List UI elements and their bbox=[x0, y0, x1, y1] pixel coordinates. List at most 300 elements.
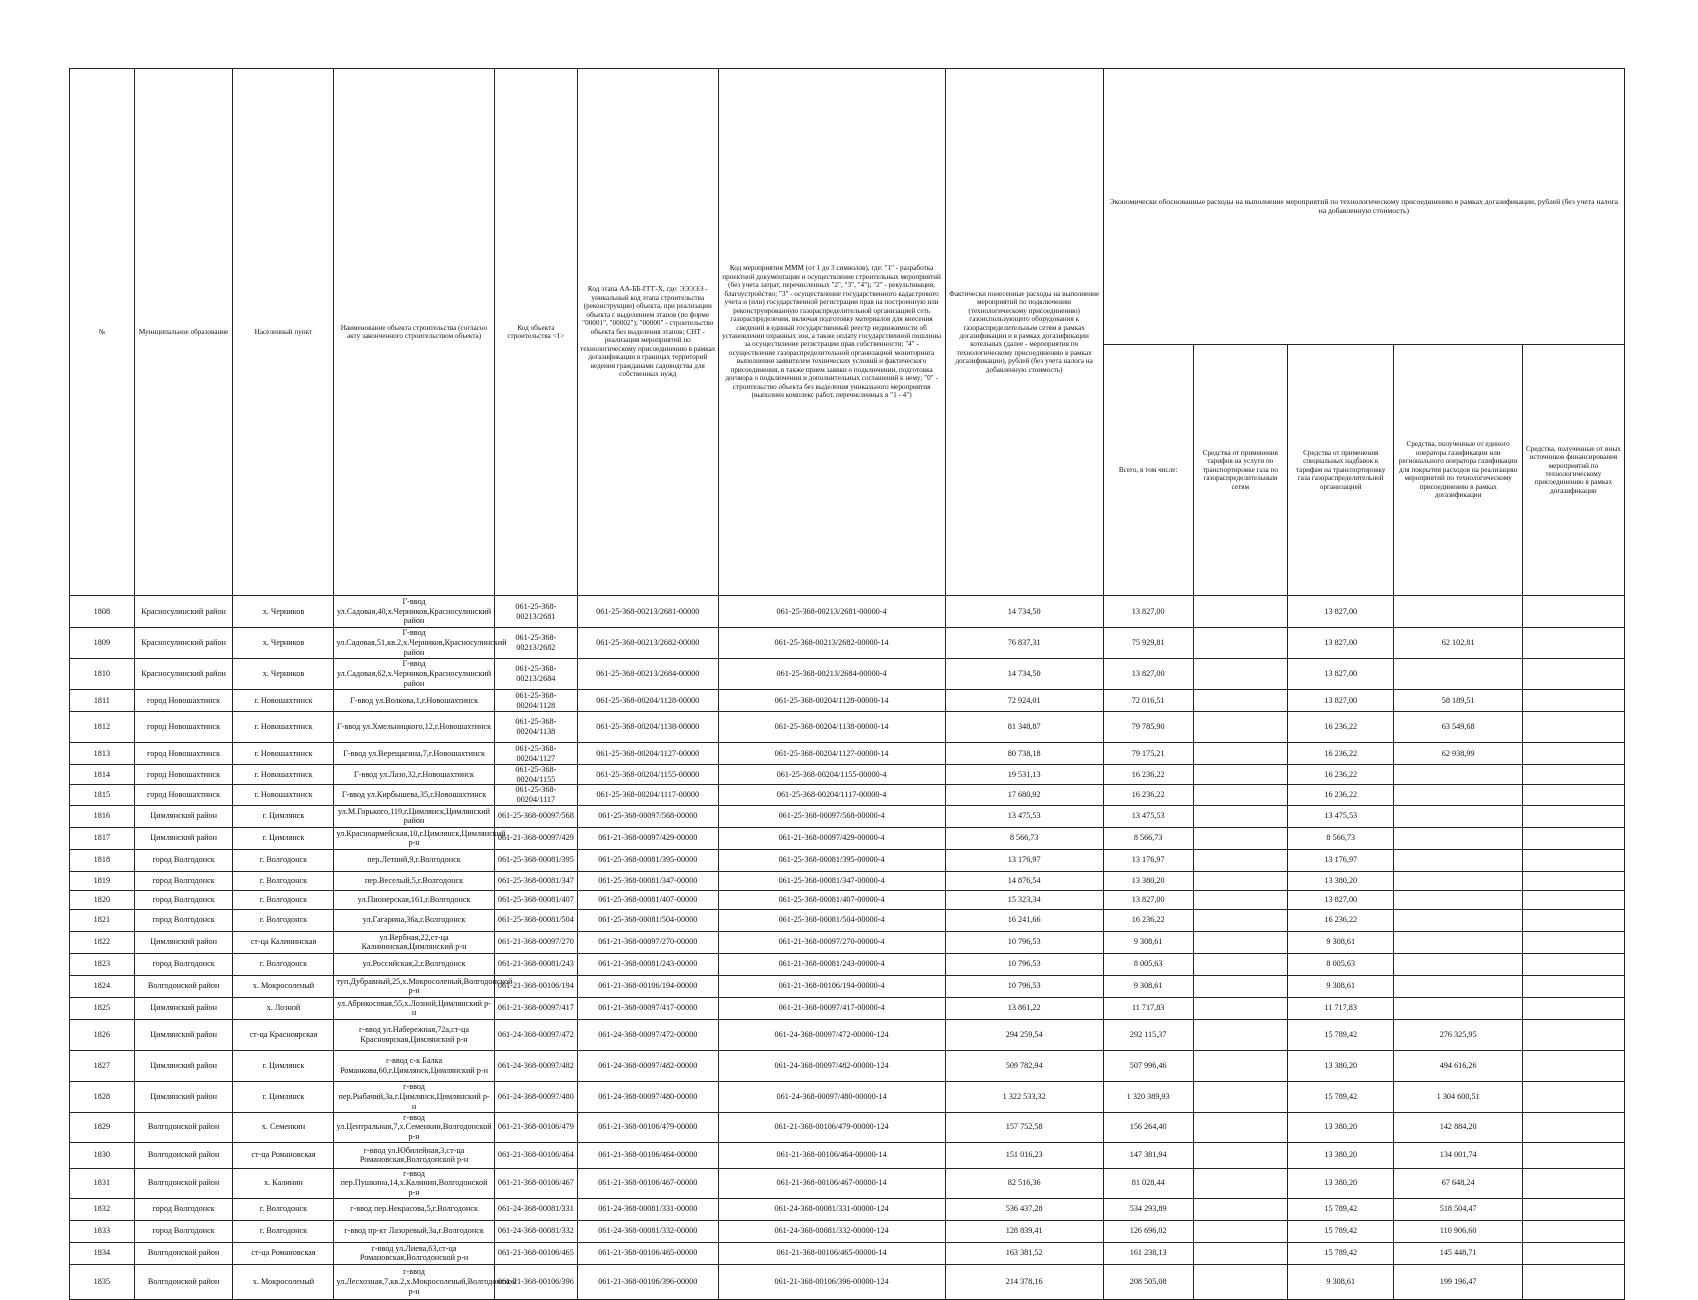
row-actual-costs: 10 796,53 bbox=[945, 975, 1103, 997]
row-event-code: 061-25-368-00213/2682-00000-14 bbox=[718, 628, 945, 659]
row-settlement: х. Лозной bbox=[233, 997, 334, 1019]
row-actual-costs: 536 437,28 bbox=[945, 1198, 1103, 1220]
row-other-sources bbox=[1522, 849, 1624, 871]
row-total: 507 996,46 bbox=[1103, 1050, 1193, 1081]
row-event-code: 061-25-368-00213/2681-00000-4 bbox=[718, 596, 945, 628]
row-num: 1822 bbox=[70, 931, 135, 953]
row-municipality: город Волгодонск bbox=[134, 1220, 233, 1242]
row-object-name: г-ввод пер.Рыбачий,3а,г.Цимлянск,Цимлянский р-н bbox=[334, 1081, 494, 1112]
row-actual-costs: 151 016,23 bbox=[945, 1142, 1103, 1168]
row-total: 208 505,08 bbox=[1103, 1264, 1193, 1299]
row-actual-costs: 128 839,41 bbox=[945, 1220, 1103, 1242]
row-stage-code: 061-21-368-00106/479-00000 bbox=[578, 1112, 718, 1142]
row-object-name: пер.Веселый,5,г.Волгодонск bbox=[334, 871, 494, 890]
row-municipality: город Новошахтинск bbox=[134, 690, 233, 712]
row-tariff-transport bbox=[1193, 1242, 1287, 1264]
row-num: 1808 bbox=[70, 596, 135, 628]
row-actual-costs: 8 566,73 bbox=[945, 827, 1103, 849]
row-object-code: 061-25-368-00204/1138 bbox=[494, 712, 577, 743]
row-object-code: 061-25-368-00081/395 bbox=[494, 849, 577, 871]
row-event-code: 061-25-368-00081/347-00000-4 bbox=[718, 871, 945, 890]
row-actual-costs: 14 734,50 bbox=[945, 596, 1103, 628]
table-row bbox=[70, 953, 1625, 975]
row-operator-funds bbox=[1394, 827, 1522, 849]
row-operator-funds bbox=[1394, 805, 1522, 827]
row-operator-funds bbox=[1394, 953, 1522, 975]
row-object-name: г-ввод с-к Балка Романкова,60,г.Цимлянск,Цимлянский р-н bbox=[334, 1050, 494, 1081]
row-operator-funds: 199 196,47 bbox=[1394, 1264, 1522, 1299]
row-total: 534 293,89 bbox=[1103, 1198, 1193, 1220]
row-num: 1816 bbox=[70, 805, 135, 827]
row-other-sources bbox=[1522, 1220, 1624, 1242]
row-object-code: 061-24-368-00081/332 bbox=[494, 1220, 577, 1242]
row-special-markups: 15 789,42 bbox=[1288, 1220, 1394, 1242]
row-object-code: 061-21-368-00106/396 bbox=[494, 1264, 577, 1299]
row-actual-costs: 14 876,54 bbox=[945, 871, 1103, 890]
row-special-markups: 16 236,22 bbox=[1288, 765, 1394, 785]
row-object-code: 061-24-368-00097/482 bbox=[494, 1050, 577, 1081]
row-actual-costs: 13 475,53 bbox=[945, 805, 1103, 827]
header-object-name: Наименование объекта строительства (согласно акту законченного строительством объекта) bbox=[334, 69, 494, 596]
row-total: 13 380,20 bbox=[1103, 871, 1193, 890]
row-settlement: ст-ца Романовская bbox=[233, 1142, 334, 1168]
table-row bbox=[70, 890, 1625, 909]
table-row bbox=[70, 712, 1625, 743]
row-stage-code: 061-21-368-00097/270-00000 bbox=[578, 931, 718, 953]
row-settlement: г. Волгодонск bbox=[233, 849, 334, 871]
table-row bbox=[70, 743, 1625, 765]
row-object-name: Г-ввод ул.Хмельницкого,12,г.Новошахтинск bbox=[334, 712, 494, 743]
row-operator-funds: 494 616,26 bbox=[1394, 1050, 1522, 1081]
row-settlement: х. Черников bbox=[233, 659, 334, 690]
row-actual-costs: 19 531,13 bbox=[945, 765, 1103, 785]
row-stage-code: 061-21-368-00097/429-00000 bbox=[578, 827, 718, 849]
row-other-sources bbox=[1522, 1050, 1624, 1081]
table-row bbox=[70, 765, 1625, 785]
row-tariff-transport bbox=[1193, 1220, 1287, 1242]
table-row bbox=[70, 785, 1625, 805]
row-num: 1830 bbox=[70, 1142, 135, 1168]
row-actual-costs: 157 752,58 bbox=[945, 1112, 1103, 1142]
row-operator-funds: 145 448,71 bbox=[1394, 1242, 1522, 1264]
row-object-code: 061-24-368-00097/480 bbox=[494, 1081, 577, 1112]
row-settlement: х. Калинин bbox=[233, 1168, 334, 1198]
row-actual-costs: 82 516,36 bbox=[945, 1168, 1103, 1198]
row-tariff-transport bbox=[1193, 596, 1287, 628]
row-operator-funds bbox=[1394, 659, 1522, 690]
row-num: 1817 bbox=[70, 827, 135, 849]
row-other-sources bbox=[1522, 628, 1624, 659]
row-tariff-transport bbox=[1193, 712, 1287, 743]
row-object-code: 061-21-368-00106/467 bbox=[494, 1168, 577, 1198]
report-sheet bbox=[69, 68, 1625, 1300]
row-event-code: 061-21-368-00097/429-00000-4 bbox=[718, 827, 945, 849]
row-event-code: 061-21-368-00081/243-00000-4 bbox=[718, 953, 945, 975]
row-settlement: г. Новошахтинск bbox=[233, 785, 334, 805]
row-stage-code: 061-24-368-00097/472-00000 bbox=[578, 1019, 718, 1050]
row-settlement: х. Мокросоленый bbox=[233, 1264, 334, 1299]
row-operator-funds: 276 325,95 bbox=[1394, 1019, 1522, 1050]
row-actual-costs: 10 796,53 bbox=[945, 953, 1103, 975]
row-object-name: г-ввод ул.Лиева,63,ст-ца Романовская,Волгодонской р-н bbox=[334, 1242, 494, 1264]
row-total: 11 717,83 bbox=[1103, 997, 1193, 1019]
row-total: 292 115,37 bbox=[1103, 1019, 1193, 1050]
row-other-sources bbox=[1522, 1019, 1624, 1050]
row-other-sources bbox=[1522, 975, 1624, 997]
row-stage-code: 061-25-368-00213/2681-00000 bbox=[578, 596, 718, 628]
row-actual-costs: 14 734,50 bbox=[945, 659, 1103, 690]
row-object-name: ул.Российская,2,г.Волгодонск bbox=[334, 953, 494, 975]
row-stage-code: 061-25-368-00204/1128-00000 bbox=[578, 690, 718, 712]
row-object-code: 061-21-368-00097/270 bbox=[494, 931, 577, 953]
row-other-sources bbox=[1522, 1112, 1624, 1142]
row-special-markups: 13 827,00 bbox=[1288, 659, 1394, 690]
table-row bbox=[70, 1142, 1625, 1168]
row-object-name: Г-ввод ул.Лазо,32,г.Новошахтинск bbox=[334, 765, 494, 785]
row-municipality: Волгодонской район bbox=[134, 1264, 233, 1299]
row-total: 72 016,51 bbox=[1103, 690, 1193, 712]
row-municipality: город Волгодонск bbox=[134, 953, 233, 975]
row-actual-costs: 10 796,53 bbox=[945, 931, 1103, 953]
row-event-code: 061-25-368-00213/2684-00000-4 bbox=[718, 659, 945, 690]
row-other-sources bbox=[1522, 997, 1624, 1019]
row-tariff-transport bbox=[1193, 1081, 1287, 1112]
row-object-code: 061-24-368-00081/331 bbox=[494, 1198, 577, 1220]
row-special-markups: 13 380,20 bbox=[1288, 1168, 1394, 1198]
row-tariff-transport bbox=[1193, 1019, 1287, 1050]
row-object-code: 061-21-368-00106/465 bbox=[494, 1242, 577, 1264]
row-settlement: г. Волгодонск bbox=[233, 953, 334, 975]
row-num: 1826 bbox=[70, 1019, 135, 1050]
header-special-markups: Средства от применения специальных надбавок к тарифам на транспортировку газа газораспределительной организацией bbox=[1288, 345, 1394, 596]
row-total: 9 308,61 bbox=[1103, 931, 1193, 953]
header-settlement: Населенный пункт bbox=[233, 69, 334, 596]
row-tariff-transport bbox=[1193, 1198, 1287, 1220]
row-municipality: город Новошахтинск bbox=[134, 765, 233, 785]
row-stage-code: 061-24-368-00097/480-00000 bbox=[578, 1081, 718, 1112]
row-tariff-transport bbox=[1193, 1168, 1287, 1198]
row-other-sources bbox=[1522, 1198, 1624, 1220]
row-object-name: г-ввод ул.Набережная,72а,ст-ца Красноярская,Цимлянский р-н bbox=[334, 1019, 494, 1050]
row-object-code: 061-25-368-00081/407 bbox=[494, 890, 577, 909]
row-operator-funds bbox=[1394, 975, 1522, 997]
row-operator-funds bbox=[1394, 871, 1522, 890]
table-row bbox=[70, 1050, 1625, 1081]
row-actual-costs: 16 241,66 bbox=[945, 909, 1103, 931]
row-total: 126 696,02 bbox=[1103, 1220, 1193, 1242]
row-municipality: Цимлянский район bbox=[134, 805, 233, 827]
row-num: 1820 bbox=[70, 890, 135, 909]
row-other-sources bbox=[1522, 596, 1624, 628]
row-settlement: г. Цимлянск bbox=[233, 805, 334, 827]
row-settlement: х. Черников bbox=[233, 628, 334, 659]
row-stage-code: 061-21-368-00106/194-00000 bbox=[578, 975, 718, 997]
row-stage-code: 061-25-368-00204/1138-00000 bbox=[578, 712, 718, 743]
row-stage-code: 061-25-368-00204/1155-00000 bbox=[578, 765, 718, 785]
row-total: 16 236,22 bbox=[1103, 785, 1193, 805]
row-settlement: г. Новошахтинск bbox=[233, 690, 334, 712]
row-actual-costs: 76 837,31 bbox=[945, 628, 1103, 659]
row-settlement: г. Волгодонск bbox=[233, 1198, 334, 1220]
row-object-code: 061-21-368-00081/243 bbox=[494, 953, 577, 975]
row-operator-funds bbox=[1394, 997, 1522, 1019]
row-tariff-transport bbox=[1193, 849, 1287, 871]
row-actual-costs: 17 680,92 bbox=[945, 785, 1103, 805]
row-object-name: Г-ввод ул.Верещагина,7,г.Новошахтинск bbox=[334, 743, 494, 765]
row-special-markups: 15 789,42 bbox=[1288, 1198, 1394, 1220]
header-stage-code: Код этапа АА-ББ-ГГГ-Х, где: ЭЭЭЭЭ - уникальный код этапа строительства (реконструкции) объекта, при реализации объекта с выделением этапов (по форме "00001", "00002"); "00000" - строительство объекта без выделения этапов; СНТ - реализация мероприятий по технологическому присоединению в рамках догазификации в границах территорий ведения гражданами садоводства для собственных нужд bbox=[578, 69, 718, 596]
row-object-name: г-ввод пр-кт Лазоревый,3а,г.Волгодонск bbox=[334, 1220, 494, 1242]
row-operator-funds: 62 938,99 bbox=[1394, 743, 1522, 765]
row-event-code: 061-21-368-00106/479-00000-124 bbox=[718, 1112, 945, 1142]
table-row bbox=[70, 871, 1625, 890]
row-other-sources bbox=[1522, 827, 1624, 849]
table-row bbox=[70, 1112, 1625, 1142]
row-tariff-transport bbox=[1193, 628, 1287, 659]
header-actual-costs: Фактически понесенные расходы на выполнение мероприятий по подключению (технологическому присоединению) газоиспользующего оборудования к газораспределительным сетям в рамках догазификации и в рамках догазификации котельных (далее - мероприятия по технологическому присоединению в рамках догазификации), рублей (без учета налога на добавленную стоимость) bbox=[945, 69, 1103, 596]
row-object-code: 061-21-368-00106/479 bbox=[494, 1112, 577, 1142]
row-operator-funds: 67 648,24 bbox=[1394, 1168, 1522, 1198]
row-operator-funds bbox=[1394, 909, 1522, 931]
row-num: 1834 bbox=[70, 1242, 135, 1264]
row-object-name: г-ввод ул.Юбилейная,3,ст-ца Романовская,Волгодонской р-н bbox=[334, 1142, 494, 1168]
row-actual-costs: 214 378,16 bbox=[945, 1264, 1103, 1299]
row-object-code: 061-21-368-00097/429 bbox=[494, 827, 577, 849]
row-operator-funds: 1 304 600,51 bbox=[1394, 1081, 1522, 1112]
header-municipality: Муниципальное образование bbox=[134, 69, 233, 596]
row-total: 1 320 389,93 bbox=[1103, 1081, 1193, 1112]
row-special-markups: 15 789,42 bbox=[1288, 1019, 1394, 1050]
row-event-code: 061-21-368-00106/467-00000-14 bbox=[718, 1168, 945, 1198]
row-special-markups: 13 380,20 bbox=[1288, 1050, 1394, 1081]
row-operator-funds: 110 906,60 bbox=[1394, 1220, 1522, 1242]
row-settlement: г. Волгодонск bbox=[233, 909, 334, 931]
header-total: Всего, в том числе: bbox=[1103, 345, 1193, 596]
header-other-sources: Средства, полученные от иных источников финансирования мероприятий по технологическому присоединению в рамках догазификации bbox=[1522, 345, 1624, 596]
row-object-name: ул.Гагарина,36а,г.Волгодонск bbox=[334, 909, 494, 931]
row-municipality: город Волгодонск bbox=[134, 890, 233, 909]
row-object-name: г-ввод пер.Некрасова,5,г.Волгодонск bbox=[334, 1198, 494, 1220]
row-total: 79 785,90 bbox=[1103, 712, 1193, 743]
row-settlement: х. Семенкин bbox=[233, 1112, 334, 1142]
row-operator-funds bbox=[1394, 596, 1522, 628]
table-row bbox=[70, 805, 1625, 827]
row-special-markups: 13 827,00 bbox=[1288, 690, 1394, 712]
row-municipality: Цимлянский район bbox=[134, 1019, 233, 1050]
header-event-code: Код мероприятия МММ (от 1 до 3 символов), где: "1" - разработка проектной документации и осуществление строительных мероприятий (без учета затрат, перечисленных "2", "3", "4"); "2" - рекультивация, благоустройство; "3" - осуществление государственного кадастрового учета и (или) государственной регистрации прав на построенную или реконструированную газораспределительной организацией сеть газораспределения, включая подготовку материалов для внесения сведений в единый государственный реестр недвижимости об установлении охранных зон, а также оплату государственной пошлины за осуществление регистрации прав собственности; "4" - осуществление газораспределительной организацией мониторинга выполнения заявителем технических условий и фактического присоединения, в также прием заявки о подключении, подготовка договора о подключении и дополнительных соглашений к нему; "0" - строительство объекта без выделения уникального мероприятия (выполнен комплекс работ, перечисленных в "1 - 4") bbox=[718, 69, 945, 596]
header-num: № bbox=[70, 69, 135, 596]
row-operator-funds bbox=[1394, 890, 1522, 909]
table-row bbox=[70, 596, 1625, 628]
row-stage-code: 061-25-368-00081/395-00000 bbox=[578, 849, 718, 871]
row-num: 1831 bbox=[70, 1168, 135, 1198]
row-num: 1824 bbox=[70, 975, 135, 997]
row-special-markups: 13 475,53 bbox=[1288, 805, 1394, 827]
row-municipality: Цимлянский район bbox=[134, 997, 233, 1019]
row-object-code: 061-25-368-00213/2682 bbox=[494, 628, 577, 659]
row-municipality: Красносулинский район bbox=[134, 596, 233, 628]
row-settlement: г. Волгодонск bbox=[233, 871, 334, 890]
row-total: 13 827,00 bbox=[1103, 596, 1193, 628]
row-other-sources bbox=[1522, 1081, 1624, 1112]
row-operator-funds: 518 504,47 bbox=[1394, 1198, 1522, 1220]
row-tariff-transport bbox=[1193, 805, 1287, 827]
row-total: 8 566,73 bbox=[1103, 827, 1193, 849]
row-special-markups: 9 308,61 bbox=[1288, 931, 1394, 953]
row-stage-code: 061-25-368-00081/347-00000 bbox=[578, 871, 718, 890]
row-object-code: 061-25-368-00204/1117 bbox=[494, 785, 577, 805]
row-other-sources bbox=[1522, 785, 1624, 805]
row-event-code: 061-21-368-00097/270-00000-4 bbox=[718, 931, 945, 953]
table-row bbox=[70, 1264, 1625, 1299]
row-object-code: 061-21-368-00097/417 bbox=[494, 997, 577, 1019]
row-special-markups: 15 789,42 bbox=[1288, 1242, 1394, 1264]
row-settlement: г. Новошахтинск bbox=[233, 712, 334, 743]
row-object-name: Г-ввод ул.Волкова,1,г.Новошахтинск bbox=[334, 690, 494, 712]
row-num: 1810 bbox=[70, 659, 135, 690]
row-stage-code: 061-24-368-00097/482-00000 bbox=[578, 1050, 718, 1081]
row-municipality: Волгодонской район bbox=[134, 1242, 233, 1264]
row-settlement: г. Волгодонск bbox=[233, 890, 334, 909]
row-actual-costs: 1 322 533,32 bbox=[945, 1081, 1103, 1112]
row-event-code: 061-25-368-00204/1117-00000-4 bbox=[718, 785, 945, 805]
row-object-name: ул.Пионерская,161,г.Волгодонск bbox=[334, 890, 494, 909]
row-event-code: 061-24-368-00081/332-00000-124 bbox=[718, 1220, 945, 1242]
row-actual-costs: 15 323,34 bbox=[945, 890, 1103, 909]
table-row bbox=[70, 659, 1625, 690]
table-row bbox=[70, 1198, 1625, 1220]
row-tariff-transport bbox=[1193, 975, 1287, 997]
row-num: 1813 bbox=[70, 743, 135, 765]
row-special-markups: 16 236,22 bbox=[1288, 743, 1394, 765]
row-municipality: Красносулинский район bbox=[134, 659, 233, 690]
row-stage-code: 061-21-368-00097/417-00000 bbox=[578, 997, 718, 1019]
row-tariff-transport bbox=[1193, 1050, 1287, 1081]
row-stage-code: 061-21-368-00106/465-00000 bbox=[578, 1242, 718, 1264]
row-total: 13 827,00 bbox=[1103, 890, 1193, 909]
row-event-code: 061-25-368-00204/1128-00000-14 bbox=[718, 690, 945, 712]
row-actual-costs: 509 782,94 bbox=[945, 1050, 1103, 1081]
row-object-code: 061-25-368-00213/2684 bbox=[494, 659, 577, 690]
row-tariff-transport bbox=[1193, 890, 1287, 909]
header-econ-group: Экономически обоснованные расходы на выполнение мероприятий по технологическому присоединению в рамках догазификации, рублей (без учета налога на добавленную стоимость) bbox=[1103, 69, 1624, 345]
table-body bbox=[70, 596, 1625, 1300]
row-object-code: 061-25-368-00081/504 bbox=[494, 909, 577, 931]
row-num: 1815 bbox=[70, 785, 135, 805]
row-special-markups: 13 827,00 bbox=[1288, 596, 1394, 628]
row-object-code: 061-21-368-00106/194 bbox=[494, 975, 577, 997]
row-total: 13 176,97 bbox=[1103, 849, 1193, 871]
row-object-name: ул.Вербная,22,ст-ца Калининская,Цимлянский р-н bbox=[334, 931, 494, 953]
row-special-markups: 8 005,63 bbox=[1288, 953, 1394, 975]
row-num: 1818 bbox=[70, 849, 135, 871]
row-actual-costs: 80 738,18 bbox=[945, 743, 1103, 765]
row-tariff-transport bbox=[1193, 871, 1287, 890]
row-stage-code: 061-21-368-00106/396-00000 bbox=[578, 1264, 718, 1299]
row-municipality: Волгодонской район bbox=[134, 1142, 233, 1168]
header-object-code: Код объекта строительства <1> bbox=[494, 69, 577, 596]
row-operator-funds: 62 102,81 bbox=[1394, 628, 1522, 659]
row-tariff-transport bbox=[1193, 827, 1287, 849]
row-event-code: 061-21-368-00106/465-00000-14 bbox=[718, 1242, 945, 1264]
table-header bbox=[70, 69, 1625, 596]
table-row bbox=[70, 1220, 1625, 1242]
row-event-code: 061-21-368-00106/464-00000-14 bbox=[718, 1142, 945, 1168]
row-special-markups: 16 236,22 bbox=[1288, 909, 1394, 931]
row-num: 1828 bbox=[70, 1081, 135, 1112]
row-special-markups: 16 236,22 bbox=[1288, 785, 1394, 805]
row-num: 1829 bbox=[70, 1112, 135, 1142]
row-tariff-transport bbox=[1193, 690, 1287, 712]
row-tariff-transport bbox=[1193, 909, 1287, 931]
row-event-code: 061-25-368-00204/1138-00000-14 bbox=[718, 712, 945, 743]
row-tariff-transport bbox=[1193, 997, 1287, 1019]
table-row bbox=[70, 975, 1625, 997]
row-special-markups: 15 789,42 bbox=[1288, 1081, 1394, 1112]
row-stage-code: 061-25-368-00204/1127-00000 bbox=[578, 743, 718, 765]
row-num: 1827 bbox=[70, 1050, 135, 1081]
row-operator-funds bbox=[1394, 785, 1522, 805]
row-tariff-transport bbox=[1193, 659, 1287, 690]
row-actual-costs: 294 259,54 bbox=[945, 1019, 1103, 1050]
row-municipality: город Новошахтинск bbox=[134, 743, 233, 765]
row-settlement: ст-ца Романовская bbox=[233, 1242, 334, 1264]
row-other-sources bbox=[1522, 931, 1624, 953]
row-num: 1812 bbox=[70, 712, 135, 743]
table-row bbox=[70, 827, 1625, 849]
row-municipality: город Новошахтинск bbox=[134, 785, 233, 805]
row-event-code: 061-24-368-00097/472-00000-124 bbox=[718, 1019, 945, 1050]
row-actual-costs: 13 861,22 bbox=[945, 997, 1103, 1019]
row-operator-funds: 142 884,20 bbox=[1394, 1112, 1522, 1142]
row-municipality: Цимлянский район bbox=[134, 1050, 233, 1081]
row-total: 13 827,00 bbox=[1103, 659, 1193, 690]
row-total: 16 236,22 bbox=[1103, 765, 1193, 785]
row-object-name: г-ввод ул.Лесхозная,7,кв.2,х.Мокросоленый,Волгодонской р-н bbox=[334, 1264, 494, 1299]
row-other-sources bbox=[1522, 1142, 1624, 1168]
header-operator-funds: Средства, полученные от единого оператора газификации или регионального оператора газификации для покрытия расходов на реализацию мероприятий по технологическому присоединению в рамках догазификации bbox=[1394, 345, 1522, 596]
row-special-markups: 13 380,20 bbox=[1288, 1112, 1394, 1142]
row-total: 16 236,22 bbox=[1103, 909, 1193, 931]
row-stage-code: 061-25-368-00213/2684-00000 bbox=[578, 659, 718, 690]
row-actual-costs: 163 381,52 bbox=[945, 1242, 1103, 1264]
row-num: 1832 bbox=[70, 1198, 135, 1220]
row-settlement: г. Волгодонск bbox=[233, 1220, 334, 1242]
row-other-sources bbox=[1522, 659, 1624, 690]
row-stage-code: 061-21-368-00081/243-00000 bbox=[578, 953, 718, 975]
row-total: 81 028,44 bbox=[1103, 1168, 1193, 1198]
row-municipality: город Новошахтинск bbox=[134, 712, 233, 743]
row-event-code: 061-21-368-00097/417-00000-4 bbox=[718, 997, 945, 1019]
row-event-code: 061-24-368-00081/331-00000-124 bbox=[718, 1198, 945, 1220]
row-other-sources bbox=[1522, 765, 1624, 785]
row-stage-code: 061-25-368-00081/407-00000 bbox=[578, 890, 718, 909]
table-row bbox=[70, 628, 1625, 659]
table-row bbox=[70, 849, 1625, 871]
row-tariff-transport bbox=[1193, 931, 1287, 953]
row-stage-code: 061-21-368-00106/464-00000 bbox=[578, 1142, 718, 1168]
row-stage-code: 061-25-368-00213/2682-00000 bbox=[578, 628, 718, 659]
row-object-code: 061-25-368-00097/568 bbox=[494, 805, 577, 827]
row-other-sources bbox=[1522, 871, 1624, 890]
row-total: 161 238,13 bbox=[1103, 1242, 1193, 1264]
row-operator-funds: 63 549,68 bbox=[1394, 712, 1522, 743]
row-tariff-transport bbox=[1193, 785, 1287, 805]
row-object-code: 061-25-368-00204/1127 bbox=[494, 743, 577, 765]
row-event-code: 061-24-368-00097/480-00000-14 bbox=[718, 1081, 945, 1112]
row-other-sources bbox=[1522, 1242, 1624, 1264]
row-operator-funds bbox=[1394, 931, 1522, 953]
